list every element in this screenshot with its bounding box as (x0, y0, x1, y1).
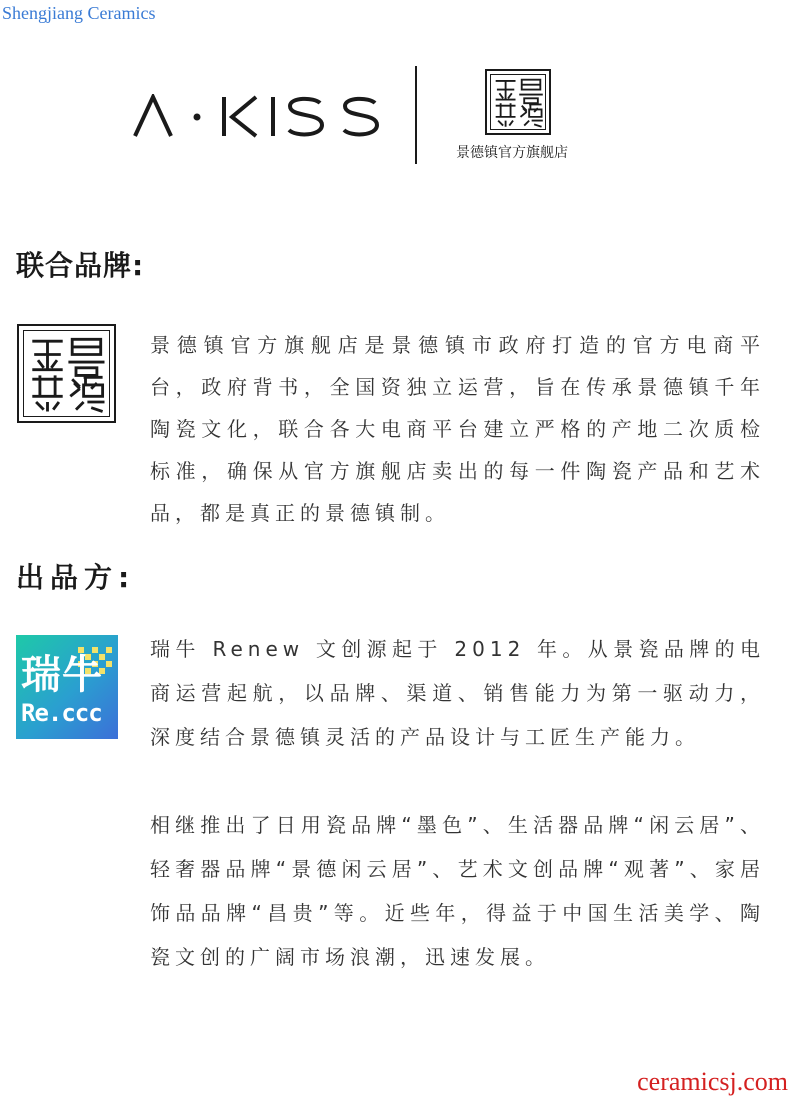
header-divider (415, 66, 417, 164)
ruiniu-logo-chinese: 瑞牛 (21, 652, 103, 698)
seal-glyph-icon (487, 71, 549, 133)
watermark-bottom: ceramicsj.com (637, 1067, 788, 1096)
store-seal-logo (485, 69, 551, 135)
watermark-top: Shengjiang Ceramics (2, 3, 156, 23)
producer-brands-paragraph: 相继推出了日用瓷品牌“墨色”、生活器品牌“闲云居”、轻奢器品牌“景德闲云居”、艺术文创品牌“观著”、家居饰品品牌“昌贵”等。近些年，得益于中国生活美学、陶瓷文创的广阔市场浪潮，迅速发展。 (150, 813, 765, 969)
joint-brand-description: 景德镇官方旗舰店是景德镇市政府打造的官方电商平台，政府背书，全国资独立运营，旨在传承景德镇千年陶瓷文化，联合各大电商平台建立严格的产地二次质检标准，确保从官方旗舰店卖出的每一件陶瓷产品和艺术品，都是真正的景德镇制。 (150, 333, 765, 525)
store-seal-logo-large (17, 324, 116, 423)
producer-intro-paragraph: 瑞牛 Renew 文创源起于 2012 年。从景瓷品牌的电商运营起航，以品牌、渠道、销售能力为第一驱动力，深度结合景德镇灵活的产品设计与工匠生产能力。 (150, 637, 765, 749)
seal-glyph-icon (19, 326, 114, 421)
store-caption: 景德镇官方旗舰店 (456, 145, 568, 161)
akiss-logo (132, 94, 384, 138)
section-title-producer: 出品方: (16, 561, 136, 594)
ruiniu-logo (16, 635, 118, 739)
ruiniu-logo-english: Re.ccc (21, 699, 102, 727)
section-title-joint-brand: 联合品牌: (16, 249, 145, 282)
